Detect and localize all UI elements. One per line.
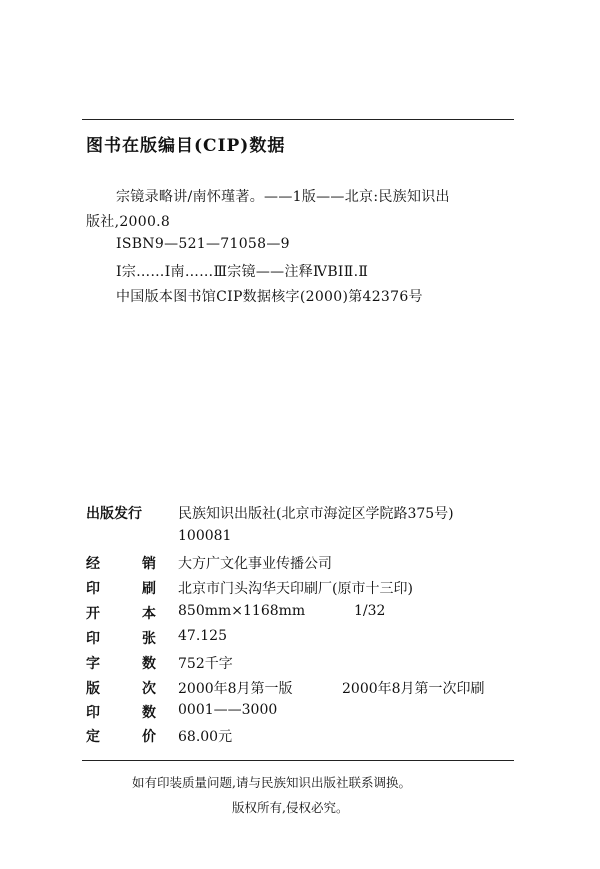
sheets-label: 印 张 [86,631,156,647]
format-value: 850mm×1168mm [178,603,306,619]
publisher-postcode: 100081 [178,528,232,544]
cip-line-title: 宗镜录略讲/南怀瑾著。——1版——北京:民族知识出 [116,189,450,205]
print-run-value: 0001——3000 [178,702,278,718]
notice-quality: 如有印装质量问题,请与民族知识出版社联系调换。 [132,775,411,790]
edition-label: 版 次 [86,681,156,697]
top-rule [82,119,514,120]
printer-label: 印 刷 [86,581,156,597]
cip-line-isbn: ISBN9—521—71058—9 [116,236,290,252]
publisher-value: 民族知识出版社(北京市海淀区学院路375号) [178,506,454,522]
price-value: 68.00元 [178,729,233,745]
printer-value: 北京市门头沟华天印刷厂(原市十三印) [178,581,413,597]
format-label: 开 本 [86,606,156,622]
price-label: 定 价 [86,729,156,745]
sheets-value: 47.125 [178,628,227,644]
notice-copyright: 版权所有,侵权必究。 [232,800,349,815]
cip-title: 图书在版编目(CIP)数据 [86,136,286,156]
cip-line-cip-number: 中国版本图书馆CIP数据核字(2000)第42376号 [116,289,423,305]
cip-line-publisher-date: 版社,2000.8 [86,214,171,230]
words-value: 752千字 [178,656,233,672]
distributor-value: 大方广文化事业传播公司 [178,556,332,572]
distributor-label: 经 销 [86,556,156,572]
edition-value: 2000年8月第一版 [178,681,293,697]
cip-line-subjects: Ⅰ宗……Ⅰ南……Ⅲ宗镜——注释ⅣBIⅡ.Ⅱ [116,264,369,280]
bottom-rule [82,760,514,761]
edition-extra: 2000年8月第一次印刷 [342,681,485,697]
words-label: 字 数 [86,656,156,672]
print-run-label: 印 数 [86,705,156,721]
format-extra: 1/32 [354,603,386,619]
publisher-label: 出版发行 [86,506,142,522]
